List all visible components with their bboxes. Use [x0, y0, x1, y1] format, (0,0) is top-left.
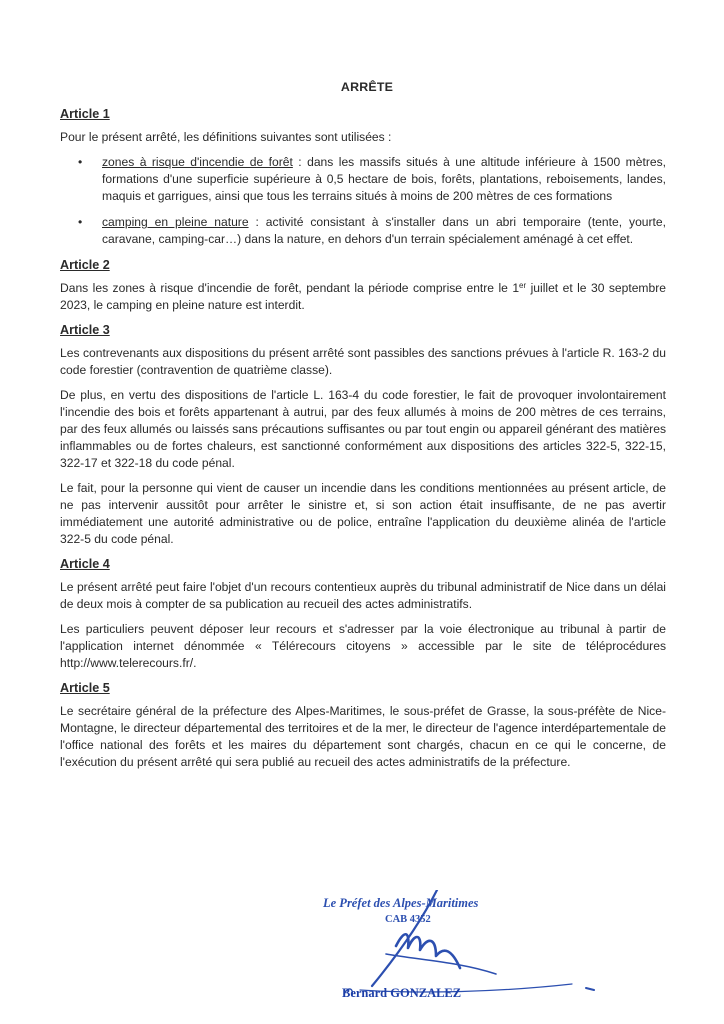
bullet-icon: •: [78, 215, 83, 229]
article-1-heading: Article 1: [60, 107, 110, 121]
article-2-text-before: Dans les zones à risque d'incendie de forêt, pendant la période comprise entre le 1: [60, 281, 520, 295]
article-3-paragraph: Les contrevenants aux dispositions du présent arrêté sont passibles des sanctions prévues à l'article R. 163-2 du code forestier (contravention de quatrième classe).: [60, 346, 666, 377]
definition-text: : activité consistant à s'installer dans un abri temporaire (tente, yourte, caravane, camping-car…) dans la nature, en dehors d'un terrain spécialement aménagé à cet effet.: [102, 215, 666, 246]
definitions-list: [60, 154, 666, 248]
article-3-paragraph: Le fait, pour la personne qui vient de causer un incendie dans les conditions mentionnées au présent article, de ne pas intervenir aussitôt pour arrêter le sinistre et, si son action était insuffisante, de ne pas avertir immédiatement une autorité administrative ou de police, entraîne l'application du deuxième alinéa de l'article 322-5 du code pénal.: [60, 481, 666, 546]
bullet-icon: •: [78, 155, 83, 169]
article-4-paragraph: Les particuliers peuvent déposer leur recours et s'adresser par la voie électronique au tribunal à partir de l'application internet dénommée « Télérecours citoyens » accessible par le site de téléprocédures http://www.telerecours.fr/.: [60, 622, 666, 670]
article-2-heading: Article 2: [60, 258, 110, 272]
definition-item: [78, 214, 666, 248]
article-4-paragraph: Le présent arrêté peut faire l'objet d'un recours contentieux auprès du tribunal administratif de Nice dans un délai de deux mois à compter de sa publication au recueil des actes administratifs.: [60, 580, 666, 611]
article-1: [60, 106, 666, 248]
article-3-heading: Article 3: [60, 323, 110, 337]
article-5-heading: Article 5: [60, 681, 110, 695]
signature-title: Le Préfet des Alpes-Maritimes: [323, 896, 479, 910]
ordinal-superscript: er: [519, 281, 527, 290]
article-2: [60, 257, 666, 314]
definition-term: camping en pleine nature: [102, 215, 249, 229]
article-3-paragraph: De plus, en vertu des dispositions de l'article L. 163-4 du code forestier, le fait de provoquer involontairement l'incendie des bois et forêts appartenant à autrui, par des feux allumés à moins de 200 mètres de ces terrains, par des feux allumés ou laissés sans précautions suffisantes ou par tout engin ou appareil générant des matières inflammables ou de fortes chaleurs, est sanctionné conformément aux dispositions des articles 322-5, 322-15, 322-17 et 322-18 du code pénal.: [60, 388, 666, 470]
article-1-intro: Pour le présent arrêté, les définitions suivantes sont utilisées :: [60, 130, 392, 144]
article-4-heading: Article 4: [60, 557, 110, 571]
article-2-text-after: juillet et le 30 septembre 2023, le camping en pleine nature est interdit.: [60, 281, 666, 312]
definition-term: zones à risque d'incendie de forêt: [102, 155, 293, 169]
article-4: [60, 556, 666, 672]
definition-text: : dans les massifs situés à une altitude inférieure à 1500 mètres, formations d'une superficie supérieure à 0,5 hectare de bois, forêts, plantations, reboisements, landes, maquis et garrigues, ainsi que tous les terrains situés à moins de 200 mètres de ces formations: [102, 155, 666, 203]
article-2-paragraph: [60, 280, 666, 314]
signature-block: [300, 890, 600, 1010]
signatory-name: Bernard GONZALEZ: [342, 986, 462, 1000]
article-3: [60, 322, 666, 548]
definition-item: [78, 154, 666, 205]
article-5-paragraph: Le secrétaire général de la préfecture des Alpes-Maritimes, le sous-préfet de Grasse, la sous-préfète de Nice-Montagne, le directeur départemental des territoires et de la mer, le directeur de l'agence interdépartementale de l'office national des forêts et les maires du département sont chargés, chacun en ce qui le concerne, de l'exécution du présent arrêté qui sera publié au recueil des actes administratifs de la préfecture.: [60, 704, 666, 769]
document-title: ARRÊTE: [340, 80, 394, 94]
signature-code: CAB 4352: [385, 914, 431, 925]
article-5: [60, 680, 666, 771]
